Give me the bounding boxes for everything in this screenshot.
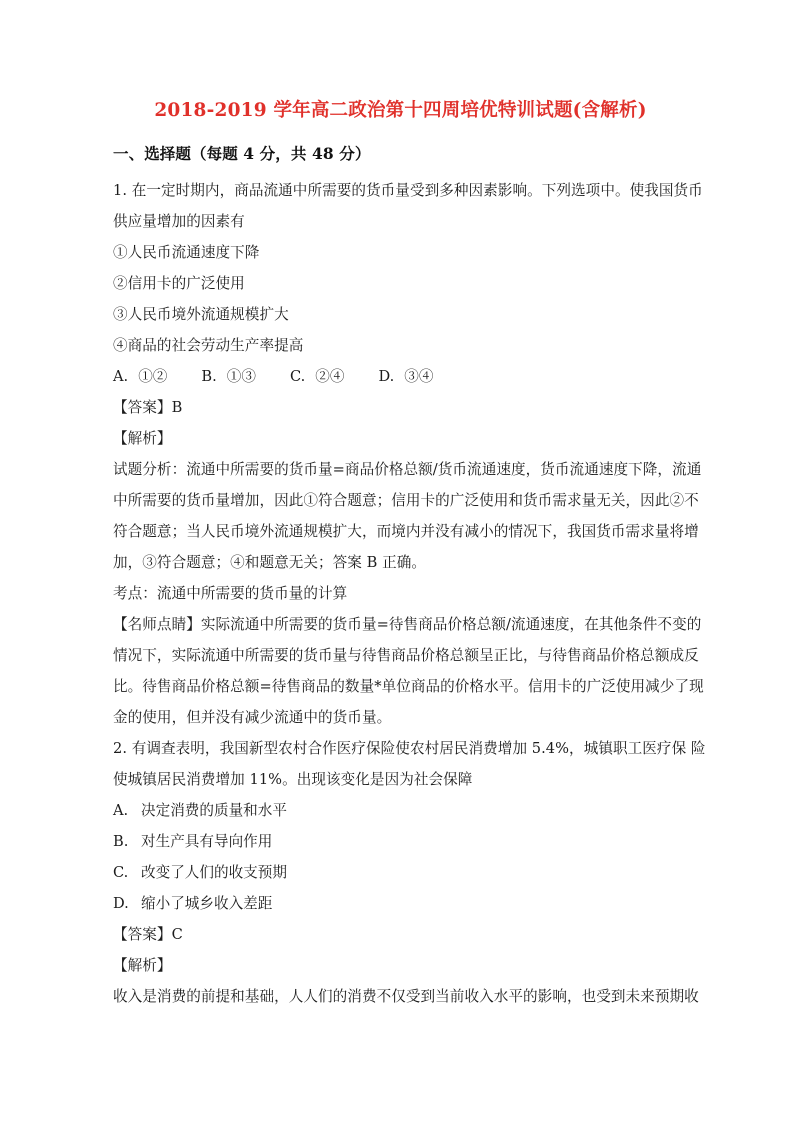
question-1-answer-label: 【答案】 bbox=[113, 399, 172, 417]
question-2-option-d-text: 缩小了城乡收入差距 bbox=[141, 895, 273, 913]
question-2-option-d-label: D. bbox=[113, 895, 129, 913]
question-1-mingshi-line-4: 金的使用，但并没有减少流通中的货币量。 bbox=[113, 709, 392, 727]
question-1-option-b-text: ①③ bbox=[226, 368, 256, 386]
question-1-option-a-text: ①② bbox=[138, 368, 168, 386]
question-2-option-b[interactable] bbox=[113, 826, 688, 857]
question-1-kaodian: 考点：流通中所需要的货币量的计算 bbox=[113, 585, 348, 603]
question-1-analysis-line-4: 加，③符合题意；④和题意无关；答案 B 正确。 bbox=[113, 554, 427, 572]
question-2-option-a-text: 决定消费的质量和水平 bbox=[141, 802, 287, 820]
question-1-option-d-label: D. bbox=[378, 368, 395, 386]
question-1-option-a-label: A. bbox=[113, 368, 129, 386]
question-1-mingshi-line-2: 情况下，实际流通中所需要的货币量与待售商品价格总额呈正比，与待售商品价格总额成反 bbox=[113, 647, 699, 665]
question-2-answer-row bbox=[113, 919, 688, 950]
question-1-option-d[interactable] bbox=[378, 361, 433, 392]
question-1-item-4: ④商品的社会劳动生产率提高 bbox=[113, 337, 304, 355]
question-2-option-a-label: A. bbox=[113, 802, 129, 820]
question-1-option-a[interactable] bbox=[113, 361, 167, 392]
question-2-stem-line-1: 2. 有调查表明，我国新型农村合作医疗保险使农村居民消费增加 5.4%，城镇职工医疗保 险 bbox=[113, 740, 706, 758]
question-1-answer-row bbox=[113, 392, 688, 423]
question-2-answer-value: C bbox=[171, 926, 183, 944]
question-1-mingshi-line-3: 比。待售商品价格总额=待售商品的数量*单位商品的价格水平。信用卡的广泛使用减少了现 bbox=[113, 678, 704, 696]
question-2-answer-label: 【答案】 bbox=[113, 926, 172, 944]
question-1-item-3: ③人民币境外流通规模扩大 bbox=[113, 306, 289, 324]
question-1-item-1: ①人民币流通速度下降 bbox=[113, 244, 260, 262]
question-1-option-c-text: ②④ bbox=[315, 368, 345, 386]
question-1-option-b[interactable] bbox=[201, 361, 256, 392]
question-1-answer-value: B bbox=[171, 399, 183, 417]
question-2 bbox=[113, 733, 706, 1012]
document-content bbox=[113, 0, 706, 1012]
question-1-analysis-line-1: 试题分析：流通中所需要的货币量=商品价格总额/货币流通速度，货币流通速度下降，流通 bbox=[113, 461, 702, 479]
question-1-option-d-text: ③④ bbox=[404, 368, 434, 386]
question-1-item-2: ②信用卡的广泛使用 bbox=[113, 275, 245, 293]
question-1-stem-line-1: 1. 在一定时期内，商品流通中所需要的货币量受到多种因素影响。下列选项中。使我国货币 bbox=[113, 182, 703, 200]
page-title: 2018-2019 学年高二政治第十四周培优特训试题(含解析) bbox=[154, 100, 647, 121]
question-2-option-c[interactable] bbox=[113, 857, 688, 888]
question-1-option-b-label: B. bbox=[201, 368, 217, 386]
question-1-analysis-label: 【解析】 bbox=[113, 430, 172, 448]
question-2-option-c-label: C. bbox=[113, 864, 129, 882]
question-1 bbox=[113, 165, 704, 733]
question-2-option-a[interactable] bbox=[113, 795, 688, 826]
question-1-option-c-label: C. bbox=[289, 368, 306, 386]
question-1-mingshi-line-1: 【名师点睛】实际流通中所需要的货币量=待售商品价格总额/流通速度，在其他条件不变的 bbox=[113, 616, 702, 634]
question-1-analysis-line-3: 符合题意；当人民币境外流通规模扩大，而境内并没有减小的情况下，我国货币需求量将增 bbox=[113, 523, 699, 541]
question-1-option-c[interactable] bbox=[290, 361, 345, 392]
question-2-option-b-label: B. bbox=[113, 833, 129, 851]
question-2-stem-line-2: 使城镇居民消费增加 11%。出现该变化是因为社会保障 bbox=[113, 771, 473, 789]
question-2-option-c-text: 改变了人们的收支预期 bbox=[141, 864, 287, 882]
question-2-option-b-text: 对生产具有导向作用 bbox=[141, 833, 273, 851]
question-2-option-d[interactable] bbox=[113, 888, 688, 919]
question-1-options bbox=[113, 361, 688, 392]
question-2-analysis-line-1: 收入是消费的前提和基础，人人们的消费不仅受到当前收入水平的影响，也受到未来预期收 bbox=[113, 988, 699, 1006]
question-1-stem-line-2: 供应量增加的因素有 bbox=[113, 213, 245, 231]
question-1-analysis-line-2: 中所需要的货币量增加，因此①符合题意；信用卡的广泛使用和货币需求量无关，因此②不 bbox=[113, 492, 699, 510]
section-heading-multiple-choice: 一、选择题（每题 4 分，共 48 分） bbox=[113, 143, 371, 163]
question-2-analysis-label: 【解析】 bbox=[113, 957, 172, 975]
